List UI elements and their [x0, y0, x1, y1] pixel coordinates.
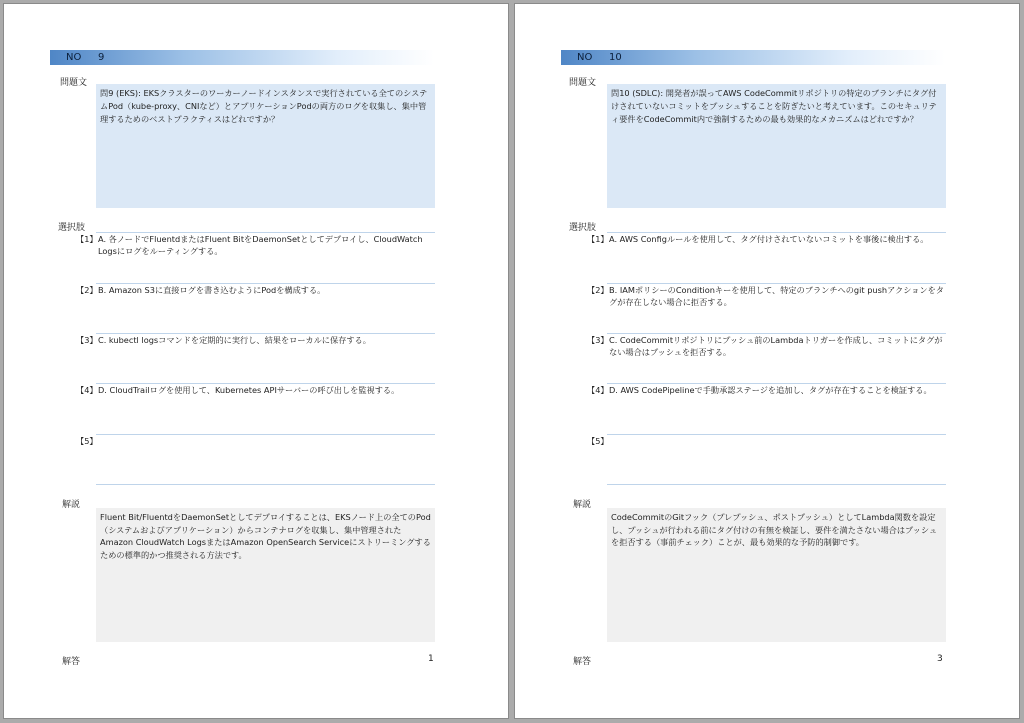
choice-number: 【1】 — [587, 234, 609, 244]
choice-text: D. AWS CodePipelineで手動承認ステージを追加し、タグが存在することを検証する。 — [609, 385, 932, 395]
explanation-text: CodeCommitのGitフック（プレプッシュ、ポストプッシュ）としてLambda関数を設定し、プッシュが行われる前にタグ付けの有無を検証し、要件を満たさない場合はプッシュを拒否する（事前チェック）ことが、最も効果的な予防的制御です。 — [607, 508, 946, 642]
question-number-bar — [50, 50, 434, 65]
choice-number: 【3】 — [76, 335, 98, 345]
choice-text: C. kubectl logsコマンドを定期的に実行し、結果をローカルに保存する。 — [98, 335, 371, 345]
choice-text: B. IAMポリシーのConditionキーを使用して、特定のブランチへのgit pushアクションをタグが存在しない場合に拒否する。 — [609, 285, 944, 307]
question-text: 問10 (SDLC): 開発者が誤ってAWS CodeCommitリポジトリの特定のブランチにタグ付けされていないコミットをプッシュすることを防ぎたいと考えています。このセキュリティ要件をCodeCommit内で強制するための最も効果的なメカニズムはどれですか？ — [607, 84, 946, 208]
choice-divider — [96, 434, 435, 435]
question-label: 問題文 — [569, 78, 597, 88]
explanation-text: Fluent Bit/FluentdをDaemonSetとしてデプロイすることは、EKSノード上の全てのPod（システムおよびアプリケーション）からコンテナログを収集し、集中管理されたAmazon CloudWatch LogsまたはAmazon OpenSearch Serviceにストリーミングするための標準的かつ推奨される方法です。 — [96, 508, 435, 642]
answer-value: 1 — [428, 654, 434, 664]
choice-text: D. CloudTrailログを使用して、Kubernetes APIサーバーの呼び出しを監視する。 — [98, 385, 400, 395]
choice-number: 【5】 — [587, 436, 609, 446]
choice-text: C. CodeCommitリポジトリにプッシュ前のLambdaトリガーを作成し、コミットにタグがない場合はプッシュを拒否する。 — [609, 335, 943, 357]
choice-number: 【5】 — [76, 436, 98, 446]
choice-number: 【4】 — [76, 385, 98, 395]
question-text: 問9 (EKS): EKSクラスターのワーカーノードインスタンスで実行されている全てのシステムPod（kube-proxy、CNIなど）とアプリケーションPodの両方のログを収集し、集中管理するためのベストプラクティスはどれですか？ — [96, 84, 435, 208]
choice-divider — [607, 434, 946, 435]
answer-value: 3 — [937, 654, 943, 664]
choice-divider — [607, 484, 946, 485]
question-number-bar — [561, 50, 945, 65]
choice-number: 【3】 — [587, 335, 609, 345]
question-page-10 — [514, 3, 1020, 719]
choice-number: 【2】 — [76, 285, 98, 295]
answer-label: 解答 — [62, 657, 81, 667]
no-label: NO — [66, 52, 82, 63]
choice-number: 【2】 — [587, 285, 609, 295]
explanation-label: 解説 — [62, 500, 81, 510]
choice-text: A. AWS Configルールを使用して、タグ付けされていないコミットを事後に検出する。 — [609, 234, 929, 244]
choice-divider — [96, 484, 435, 485]
choice-text: B. Amazon S3に直接ログを書き込むようにPodを構成する。 — [98, 285, 326, 295]
choice-text: A. 各ノードでFluentdまたはFluent BitをDaemonSetとしてデプロイし、CloudWatch Logsにログをルーティングする。 — [98, 234, 423, 256]
question-number: 9 — [98, 52, 105, 63]
choices-label: 選択肢 — [58, 223, 86, 233]
question-label: 問題文 — [60, 78, 88, 88]
choices-label: 選択肢 — [569, 223, 597, 233]
question-number: 10 — [609, 52, 622, 63]
answer-label: 解答 — [573, 657, 592, 667]
question-page-9 — [3, 3, 509, 719]
choice-number: 【4】 — [587, 385, 609, 395]
explanation-label: 解説 — [573, 500, 592, 510]
choice-number: 【1】 — [76, 234, 98, 244]
no-label: NO — [577, 52, 593, 63]
